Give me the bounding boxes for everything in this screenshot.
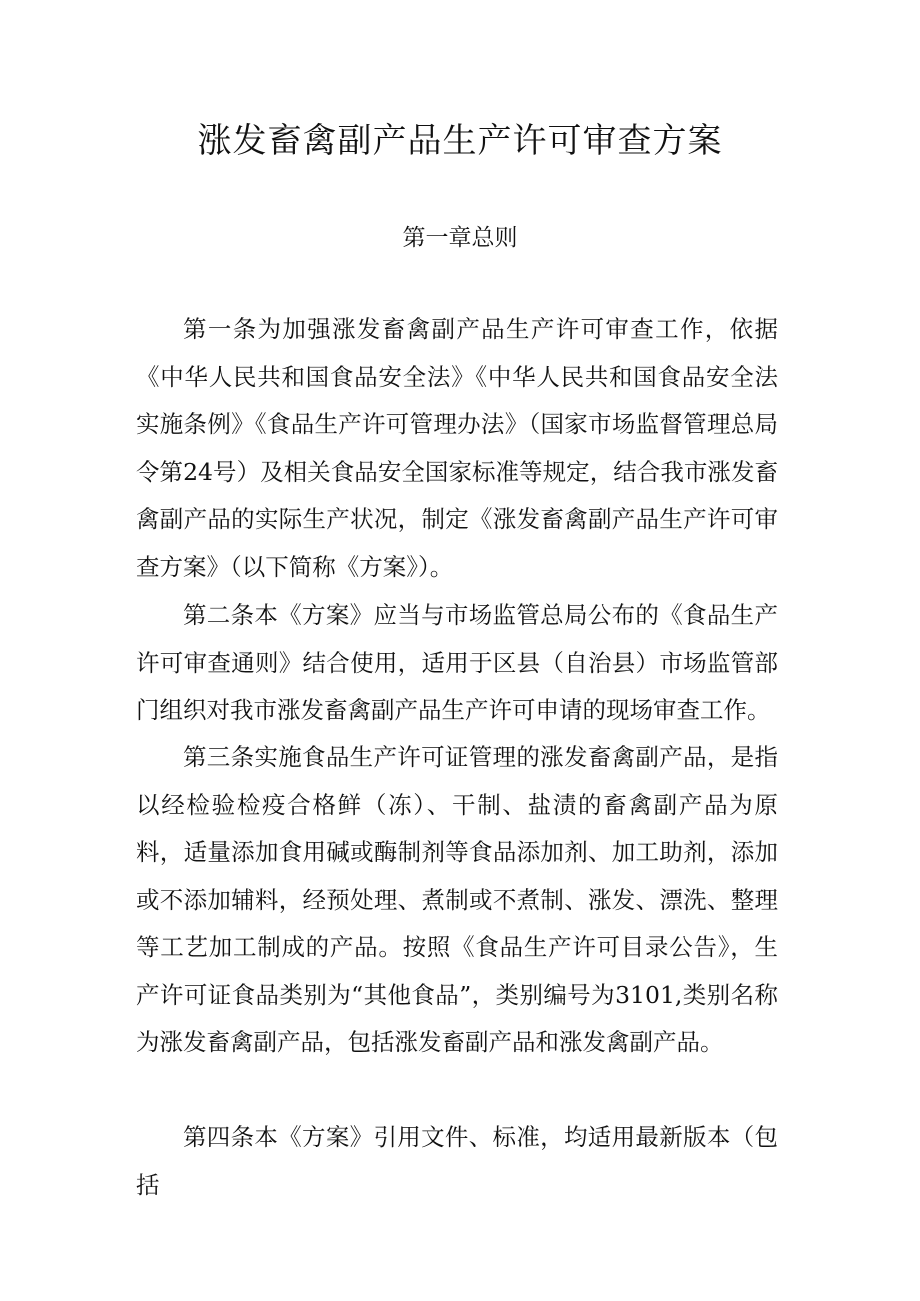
article-3-paragraph: 第三条实施食品生产许可证管理的涨发畜禽副产品，是指以经检验检疫合格鲜（冻）、干制、盐渍的畜禽副产品为原料，适量添加食用碱或酶制剂等食品添加剂、加工助剂，添加或不添加辅料，经预处理、煮制或不煮制、涨发、漂洗、整理等工艺加工制成的产品。按照《食品生产许可目录公告》，生产许可证食品类别为“其他食品”，类别编号为3101,类别名称为涨发畜禽副产品，包括涨发畜副产品和涨发禽副产品。 [136, 743, 778, 1056]
document-title: 涨发畜禽副产品生产许可审查方案 [197, 121, 723, 161]
article-4-paragraph: 第四条本《方案》引用文件、标准，均适用最新版本（包括 [136, 1123, 778, 1199]
article-2-paragraph: 第二条本《方案》应当与市场监管总局公布的《食品生产许可审查通则》结合使用，适用于区县（自治县）市场监管部门组织对我市涨发畜禽副产品生产许可申请的现场审查工作。 [136, 601, 778, 724]
chapter-heading: 第一章总则 [402, 225, 518, 251]
article-1-paragraph: 第一条为加强涨发畜禽副产品生产许可审查工作，依据《中华人民共和国食品安全法》《中华人民共和国食品安全法实施条例》《食品生产许可管理办法》（国家市场监督管理总局令第24号）及相关食品安全国家标准等规定，结合我市涨发畜禽副产品的实际生产状况，制定《涨发畜禽副产品生产许可审查方案》（以下简称《方案》）。 [136, 315, 778, 581]
